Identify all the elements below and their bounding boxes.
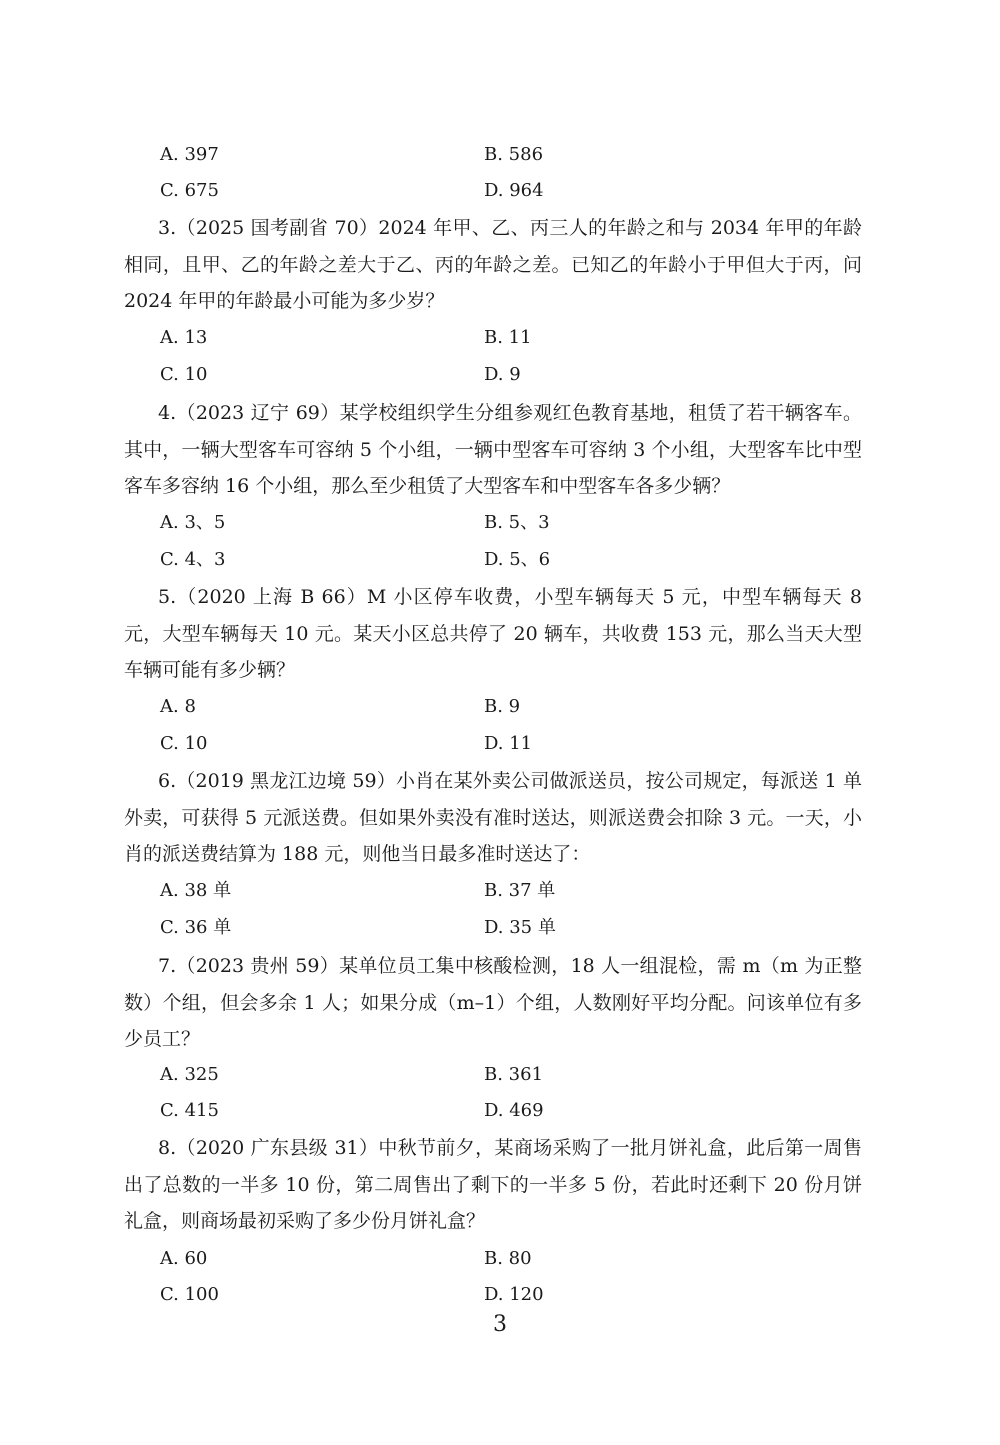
q3-option-b: B. 11	[484, 327, 532, 348]
q7-option-d: D. 469	[484, 1100, 544, 1121]
q6-option-d: D. 35 单	[484, 917, 556, 938]
q3-option-c: C. 10	[160, 364, 208, 385]
q2-option-d: D. 964	[484, 180, 544, 201]
q7-option-a: A. 325	[160, 1064, 219, 1085]
q4-option-a: A. 3、5	[160, 512, 226, 533]
q5-option-d: D. 11	[484, 733, 533, 754]
q8-option-b: B. 80	[484, 1248, 532, 1269]
q5-option-b: B. 9	[484, 696, 521, 717]
q4-option-d: D. 5、6	[484, 549, 551, 570]
page-number: 3	[493, 1312, 507, 1337]
q3-option-a: A. 13	[160, 327, 208, 348]
q2-option-c: C. 675	[160, 180, 219, 201]
q8-option-c: C. 100	[160, 1284, 219, 1305]
q7-option-c: C. 415	[160, 1100, 219, 1121]
q2-option-b: B. 586	[484, 144, 544, 165]
q8-option-a: A. 60	[160, 1248, 208, 1269]
q8-text: 8.（2020 广东县级 31）中秋节前夕，某商场采购了一批月饼礼盒，此后第一周售出了总数的一半多 10 份，第二周售出了剩下的一半多 5 份，若此时还剩下 20 份月饼礼盒，则商场最初采购了多少份月饼礼盒？	[124, 1137, 862, 1232]
q6-text: 6.（2019 黑龙江边境 59）小肖在某外卖公司做派送员，按公司规定，每派送 1 单外卖，可获得 5 元派送费。但如果外卖没有准时送达，则派送费会扣除 3 元。一天，小肖的派送费结算为 188 元，则他当日最多准时送达了：	[124, 770, 862, 865]
q4-option-b: B. 5、3	[484, 512, 550, 533]
q5-option-a: A. 8	[160, 696, 196, 717]
q5-text: 5.（2020 上海 B 66）M 小区停车收费，小型车辆每天 5 元，中型车辆每天 8 元，大型车辆每天 10 元。某天小区总共停了 20 辆车，共收费 153 元，那么当天大型车辆可能有多少辆？	[124, 586, 862, 681]
q6-option-a: A. 38 单	[160, 880, 232, 901]
q2-option-a: A. 397	[160, 144, 219, 165]
q6-option-c: C. 36 单	[160, 917, 232, 938]
q5-option-c: C. 10	[160, 733, 208, 754]
q7-option-b: B. 361	[484, 1064, 544, 1085]
q6-option-b: B. 37 单	[484, 880, 556, 901]
q8-option-d: D. 120	[484, 1284, 544, 1305]
q4-option-c: C. 4、3	[160, 549, 226, 570]
q3-text: 3.（2025 国考副省 70）2024 年甲、乙、丙三人的年龄之和与 2034 年甲的年龄相同，且甲、乙的年龄之差大于乙、丙的年龄之差。已知乙的年龄小于甲但大于丙，问 2024 年甲的年龄最小可能为多少岁？	[124, 217, 862, 312]
q4-text: 4.（2023 辽宁 69）某学校组织学生分组参观红色教育基地，租赁了若干辆客车。其中，一辆大型客车可容纳 5 个小组，一辆中型客车可容纳 3 个小组，大型客车比中型客车多容纳 16 个小组，那么至少租赁了大型客车和中型客车各多少辆？	[124, 402, 862, 497]
q7-text: 7.（2023 贵州 59）某单位员工集中核酸检测，18 人一组混检，需 m（m 为正整数）个组，但会多余 1 人；如果分成（m–1）个组，人数刚好平均分配。问该单位有多少员工？	[124, 955, 862, 1050]
q3-option-d: D. 9	[484, 364, 521, 385]
